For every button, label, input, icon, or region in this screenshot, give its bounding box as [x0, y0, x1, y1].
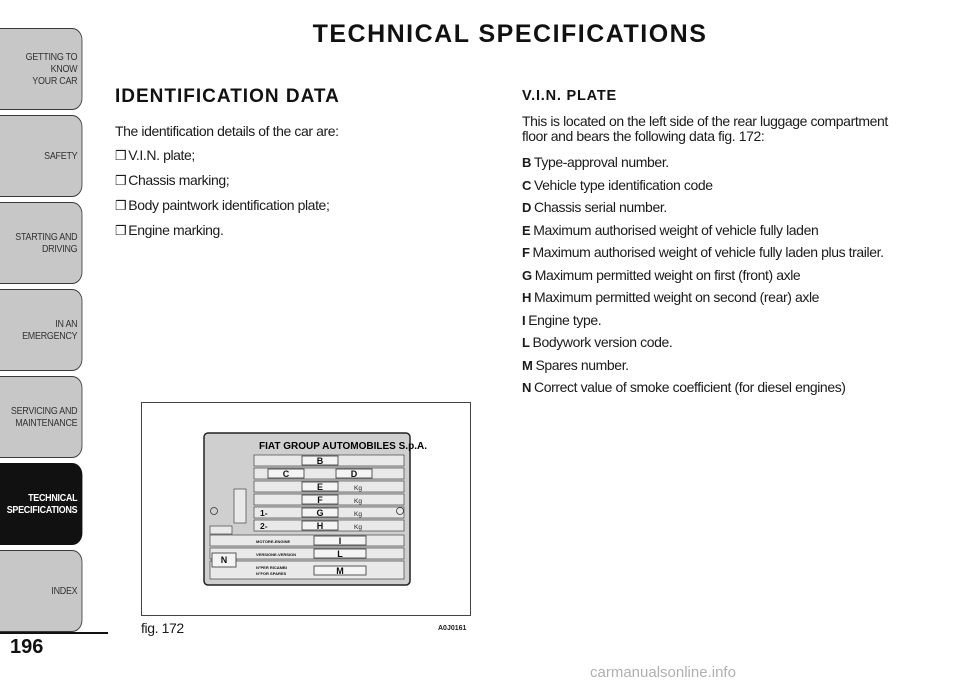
- tab-starting-and-driving[interactable]: STARTING AND DRIVING: [0, 202, 82, 284]
- svg-text:F: F: [317, 495, 323, 505]
- vin-plate-section: [522, 114, 902, 402]
- list-item: ❒ Body paintwork identification plate;: [115, 197, 330, 213]
- list-item: N Correct value of smoke coefficient (for diesel engines): [522, 379, 846, 395]
- plate-header: FIAT GROUP AUTOMOBILES S.p.A.: [259, 441, 427, 452]
- identification-list: [115, 146, 465, 240]
- svg-text:D: D: [350, 469, 358, 479]
- svg-text:MOTORE-ENGINE: MOTORE-ENGINE: [256, 539, 291, 544]
- list-item: M Spares number.: [522, 356, 629, 373]
- checkbox-bullet-icon: ❒: [115, 223, 127, 238]
- svg-text:I: I: [338, 536, 342, 546]
- vin-plate-intro: This is located on the left side of the rear luggage compartment floor and bears the following data fig. 172:: [522, 113, 888, 144]
- list-item: ❒ Chassis marking;: [115, 172, 230, 188]
- section-title-identification: IDENTIFICATION DATA: [115, 86, 340, 107]
- list-item: B Type-approval number.: [522, 154, 669, 170]
- svg-text:Kg: Kg: [354, 511, 362, 518]
- svg-text:Kg: Kg: [354, 498, 362, 505]
- svg-text:B: B: [316, 456, 324, 466]
- list-item: L Bodywork version code.: [522, 334, 673, 350]
- checkbox-bullet-icon: ❒: [115, 198, 127, 213]
- svg-text:E: E: [316, 482, 324, 492]
- svg-text:L: L: [337, 549, 343, 559]
- identification-section: [115, 122, 465, 246]
- page-title: TECHNICAL SPECIFICATIONS: [312, 20, 708, 48]
- svg-text:1-: 1-: [260, 508, 268, 518]
- identification-intro: The identification details of the car are:: [115, 123, 339, 139]
- svg-text:C: C: [282, 469, 290, 479]
- list-item: ❒ Engine marking.: [115, 222, 224, 238]
- tab-safety[interactable]: SAFETY: [0, 115, 82, 197]
- svg-text:N°FOR SPARES: N°FOR SPARES: [256, 571, 287, 576]
- svg-text:G: G: [316, 508, 324, 518]
- svg-text:2-: 2-: [260, 521, 268, 531]
- list-item: C Vehicle type identification code: [522, 176, 713, 193]
- vin-plate-list: [522, 154, 902, 396]
- page-number: 196: [10, 636, 44, 658]
- watermark: carmanualsonline.info: [590, 664, 736, 681]
- list-item: E Maximum authorised weight of vehicle fully laden: [522, 221, 819, 238]
- svg-text:H: H: [316, 521, 324, 531]
- tab-in-an-emergency[interactable]: IN AN EMERGENCY: [0, 289, 82, 371]
- svg-text:M: M: [336, 566, 344, 576]
- list-item: I Engine type.: [522, 311, 602, 328]
- figure-vin-plate: [141, 402, 471, 616]
- vin-plate-illustration: [142, 403, 470, 615]
- svg-text:Kg: Kg: [354, 524, 362, 531]
- tab-getting-to-know[interactable]: GETTING TO KNOW YOUR CAR: [0, 28, 82, 110]
- figure-caption: fig. 172: [141, 620, 184, 636]
- list-item: ❒ V.I.N. plate;: [115, 147, 195, 163]
- figure-code: A0J0161: [438, 625, 467, 632]
- tab-technical-specifications[interactable]: TECHNICAL SPECIFICATIONS: [0, 463, 82, 545]
- tab-servicing[interactable]: SERVICING AND MAINTENANCE: [0, 376, 82, 458]
- svg-text:VERSIONE-VERSION: VERSIONE-VERSION: [256, 552, 297, 557]
- checkbox-bullet-icon: ❒: [115, 148, 127, 163]
- tab-index[interactable]: INDEX: [0, 550, 82, 632]
- svg-text:N: N: [220, 555, 228, 565]
- list-item: D Chassis serial number.: [522, 199, 667, 215]
- svg-text:N°PER RICAMBI: N°PER RICAMBI: [256, 565, 287, 570]
- section-title-vin-plate: V.I.N. PLATE: [522, 88, 618, 104]
- list-item: G Maximum permitted weight on first (front) axle: [522, 266, 801, 283]
- list-item: H Maximum permitted weight on second (rear) axle: [522, 289, 820, 305]
- svg-text:Kg: Kg: [354, 485, 362, 492]
- list-item: F Maximum authorised weight of vehicle fully laden plus trailer.: [522, 244, 884, 260]
- checkbox-bullet-icon: ❒: [115, 173, 127, 188]
